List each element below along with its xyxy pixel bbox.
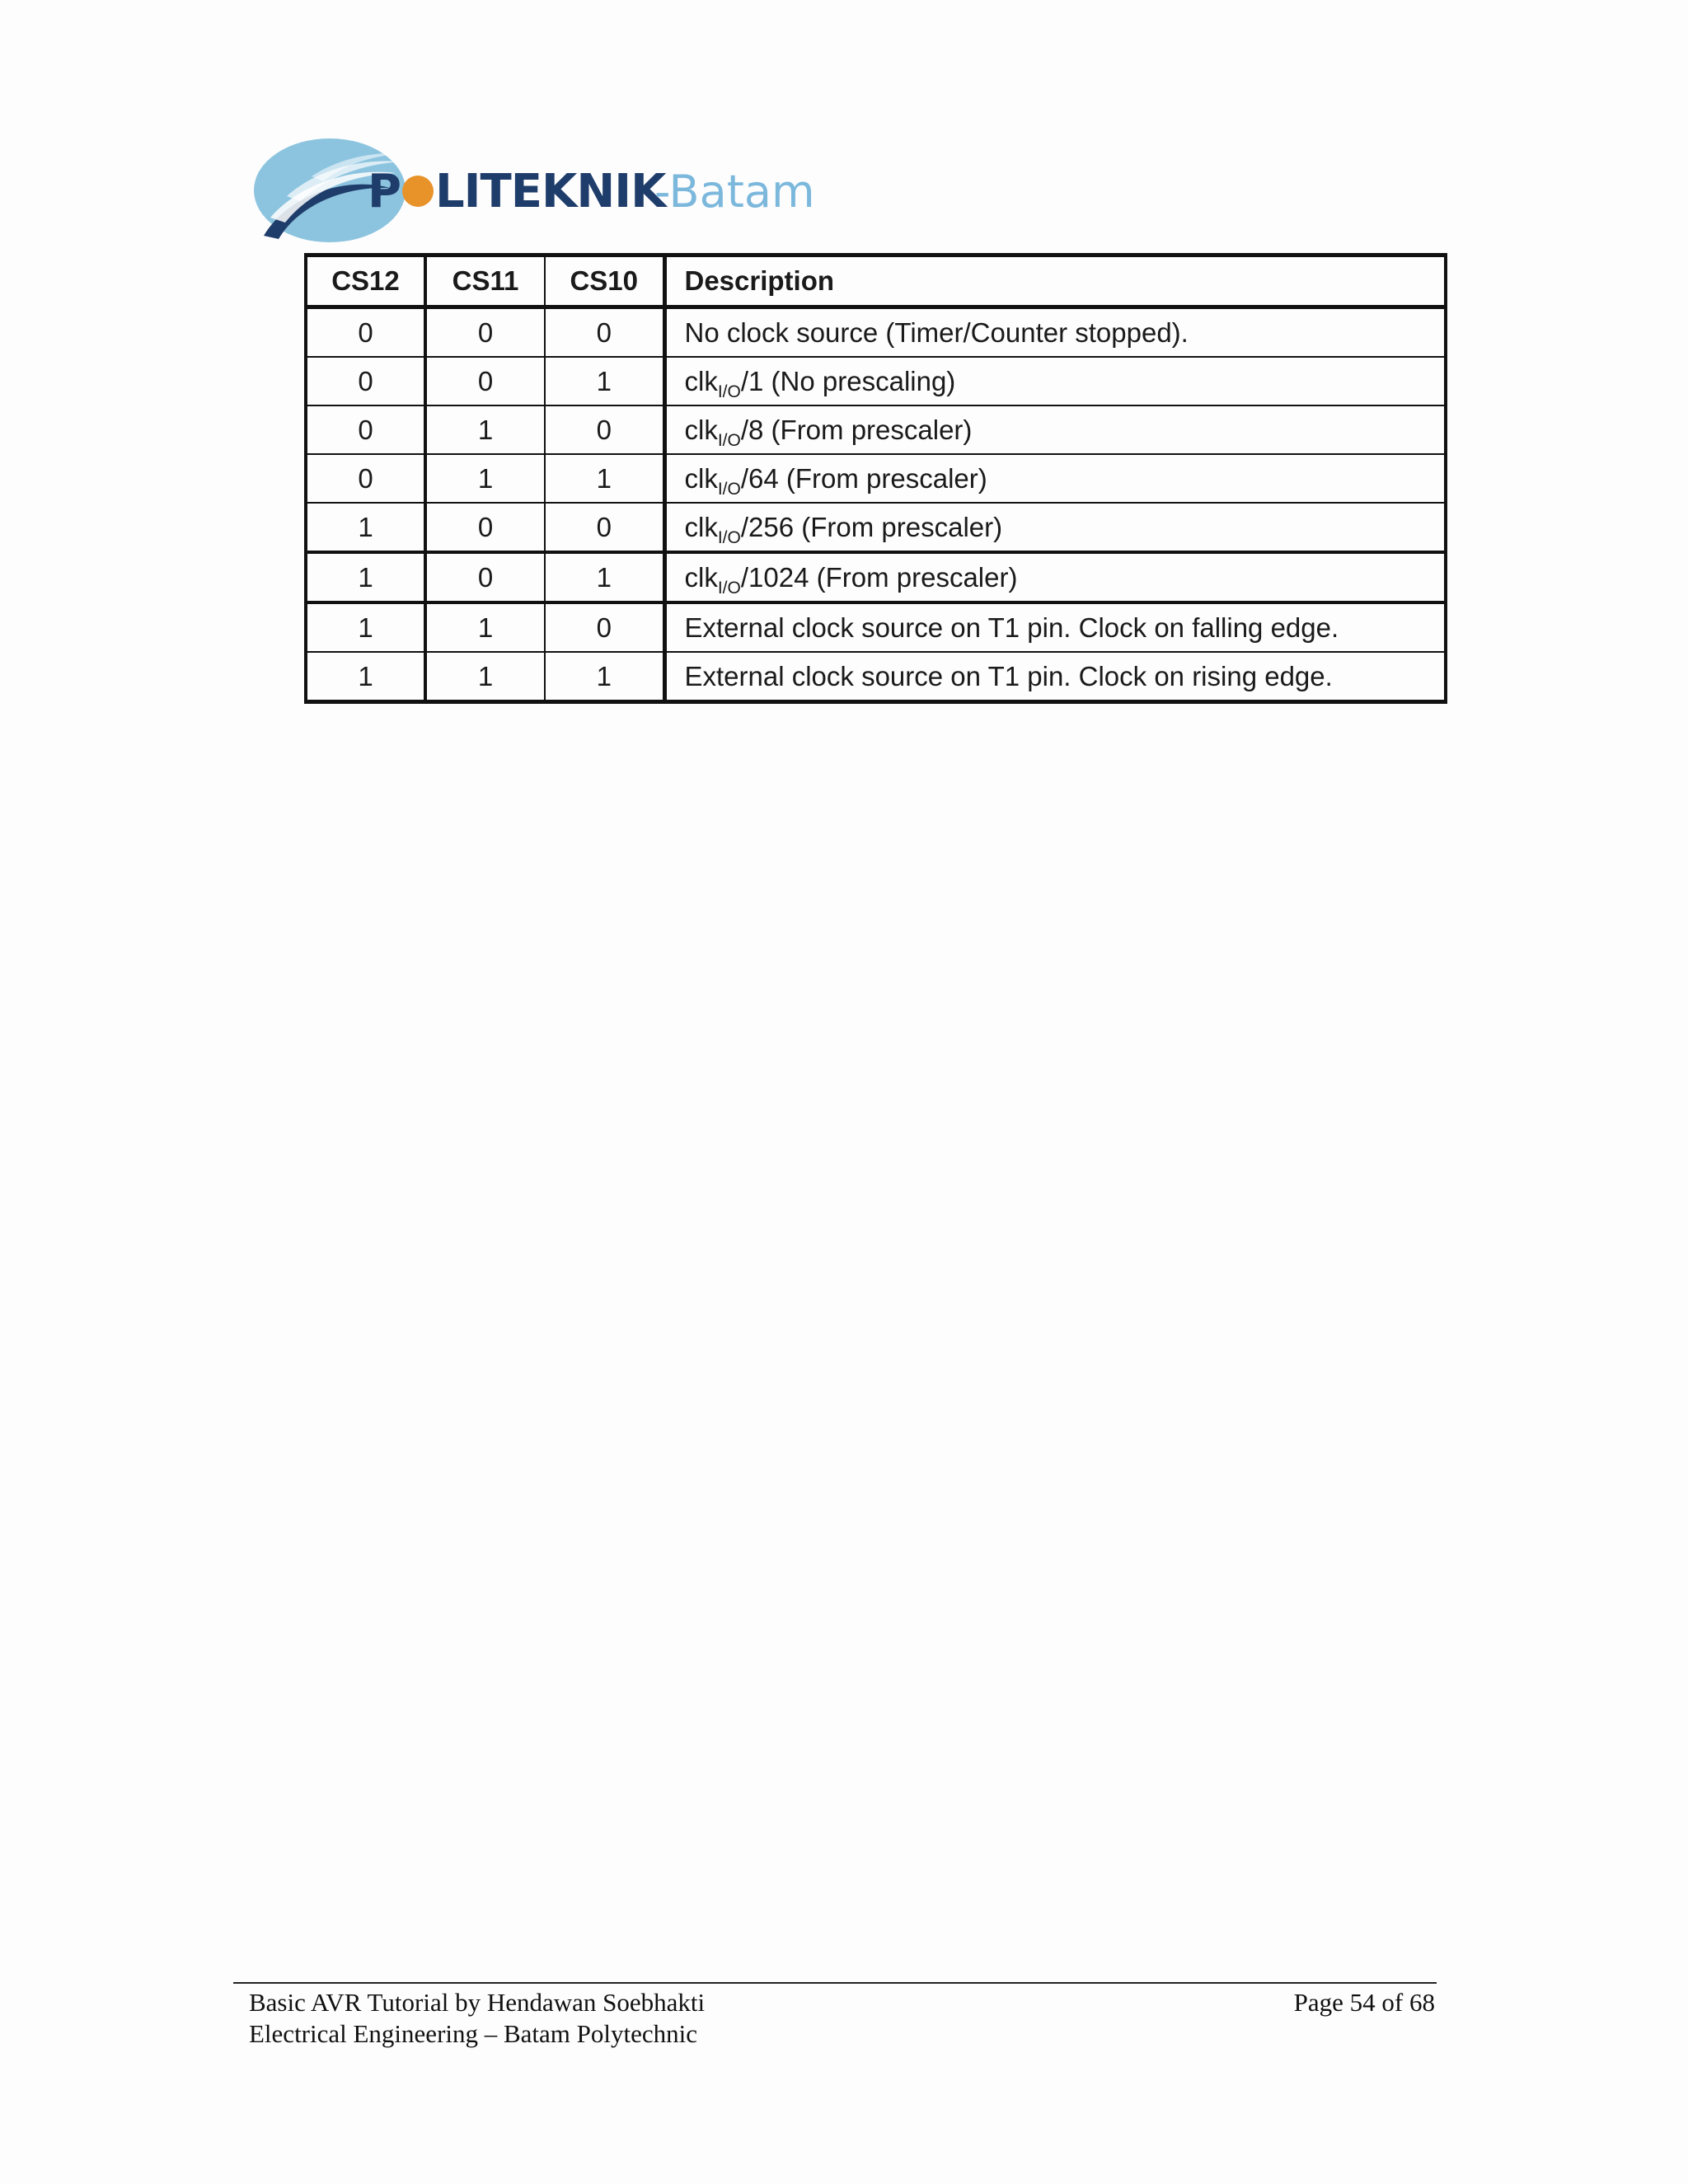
description-tail: /1024 (From prescaler) [740,561,1018,593]
description-subscript: I/O [717,479,741,499]
cell-description [664,552,1446,602]
footer-department: Electrical Engineering – Batam Polytechnic [249,2019,698,2048]
cell-cs10: 1 [545,454,664,503]
table-row [306,307,1446,358]
page-footer [233,1982,1437,2050]
cell-cs11: 1 [425,405,545,454]
cell-cs11: 0 [425,307,545,358]
cell-description [664,454,1446,503]
cell-cs12: 0 [306,405,425,454]
header-cs11: CS11 [425,255,545,307]
table-header-row [306,255,1446,307]
svg-text:-Batam: -Batam [654,166,815,218]
description-text: External clock source on T1 pin. Clock on falling edge. [684,612,1339,643]
description-tail: /256 (From prescaler) [740,511,1003,542]
cell-cs12: 0 [306,357,425,405]
table-row [306,602,1446,652]
cell-description [664,357,1446,405]
description-text: External clock source on T1 pin. Clock on rising edge. [684,660,1333,691]
table-row [306,454,1446,503]
cell-description [664,602,1446,652]
footer-page-number: Page 54 of 68 [1293,1988,1435,2017]
description-text: clk [684,462,718,494]
cell-description [664,503,1446,552]
cell-cs12: 1 [306,652,425,702]
cell-cs11: 1 [425,652,545,702]
clock-select-table [304,253,1447,704]
description-subscript: I/O [717,382,741,401]
politeknik-batam-logo [254,138,831,246]
description-subscript: I/O [717,578,741,598]
table-row [306,503,1446,552]
table-row [306,405,1446,454]
footer-line-1 [233,1987,1437,2018]
cell-description [664,405,1446,454]
header-description: Description [664,255,1446,307]
description-subscript: I/O [717,430,741,450]
description-text: clk [684,561,718,593]
cell-description [664,652,1446,702]
cell-cs10: 1 [545,357,664,405]
description-text: clk [684,511,718,542]
cell-cs11: 1 [425,602,545,652]
cell-cs12: 1 [306,552,425,602]
cell-cs10: 1 [545,652,664,702]
description-text: clk [684,414,718,445]
cell-cs10: 0 [545,602,664,652]
header-cs12: CS12 [306,255,425,307]
cell-description [664,307,1446,358]
logo-graphic [254,138,831,246]
logo-o-dot [402,176,434,207]
cell-cs10: 1 [545,552,664,602]
cell-cs11: 0 [425,357,545,405]
description-text: No clock source (Timer/Counter stopped). [684,316,1189,348]
cell-cs11: 1 [425,454,545,503]
table-row [306,552,1446,602]
description-tail: /8 (From prescaler) [740,414,973,445]
cell-cs10: 0 [545,307,664,358]
cell-cs11: 0 [425,552,545,602]
logo-p-letter: P [368,165,402,218]
description-tail: /64 (From prescaler) [740,462,987,494]
cell-cs10: 0 [545,405,664,454]
table-row [306,652,1446,702]
table-row [306,357,1446,405]
description-text: clk [684,365,718,396]
description-tail: /1 (No prescaling) [740,365,956,396]
cell-cs11: 0 [425,503,545,552]
footer-title: Basic AVR Tutorial by Hendawan Soebhakti [249,1988,706,2017]
cell-cs12: 0 [306,454,425,503]
description-subscript: I/O [717,527,741,547]
cell-cs12: 0 [306,307,425,358]
cell-cs12: 1 [306,503,425,552]
cell-cs10: 0 [545,503,664,552]
svg-text:LITEKNIK: LITEKNIK [435,165,666,218]
cell-cs12: 1 [306,602,425,652]
header-cs10: CS10 [545,255,664,307]
